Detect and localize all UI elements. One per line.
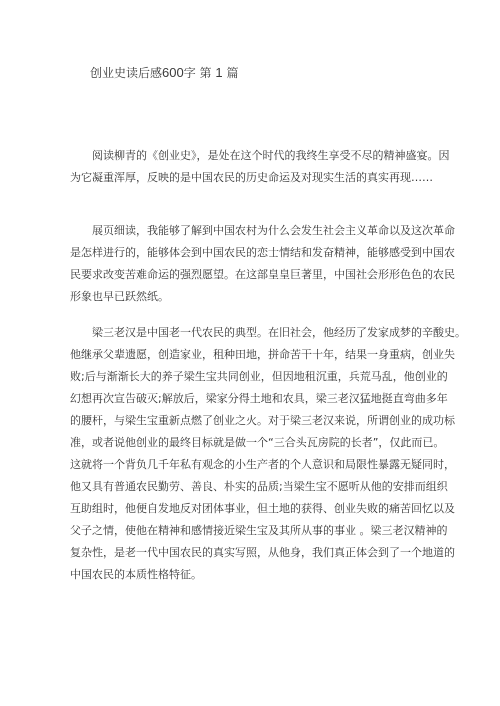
- paragraph-line: 阅读柳青的《创业史》，是处在这个时代的我终生享受不尽的精神盛宴。因: [70, 149, 450, 162]
- document-title: [90, 64, 238, 82]
- paragraph-liang-san: [70, 322, 466, 586]
- title-middle: 字 第: [183, 66, 212, 80]
- paragraph-line: 展页细读，我能够了解到中国农村为什么会发生社会主义革命以及这次革命: [70, 224, 455, 237]
- title-prefix: 创业史读后感: [90, 66, 163, 80]
- paragraph-line: 他又具有普通农民勤劳、善良、朴实的品质;当梁生宝不愿听从他的安排而组织: [70, 480, 448, 493]
- paragraph-line: 败;后与渐渐长大的养子梁生宝共同创业，但因地租沉重，兵荒马乱，他创业的: [70, 370, 448, 383]
- paragraph-line: 梁三老汉是中国老一代农民的典型。在旧社会，他经历了发家成梦的辛酸史。: [70, 326, 466, 339]
- paragraph-line: 复杂性，是老一代中国农民的真实写照，从他身，我们真正体会到了一个地道的: [70, 546, 455, 559]
- paragraph-reading: [70, 220, 455, 308]
- title-number: 600: [162, 65, 184, 80]
- paragraph-line: 他继承父辈遗愿，创造家业，租种田地，拼命苦干十年，结果一身重病，创业失: [70, 348, 455, 361]
- paragraph-line: 幻想再次宣告破灭;解放后，梁家分得土地和农具，梁三老汉猛地挺直弯曲多年: [70, 392, 448, 405]
- paragraph-line: 形象也早已跃然纸。: [70, 290, 169, 303]
- paragraph-line: 的腰杆，与梁生宝重新点燃了创业之火。对于梁三老汉来说，所谓创业的成功标: [70, 414, 455, 427]
- paragraph-line: 是怎样进行的，能够体会到中国农民的恋士情结和发奋精神，能够感受到中国农: [70, 246, 455, 259]
- paragraph-line: 民要求改变苦难命运的强烈愿望。在这部皇皇巨著里，中国社会形形色色的农民: [70, 268, 455, 281]
- title-index: 1: [215, 65, 223, 80]
- title-suffix: 篇: [226, 66, 239, 80]
- paragraph-line: 父子之情，使他在精神和感情接近梁生宝及其所从事的事业 。梁三老汉精神的: [70, 524, 448, 537]
- paragraph-intro: [70, 145, 450, 189]
- paragraph-line: 准，或者说他创业的最终目标就是做一个“三合头瓦房院的长者”，仅此而已。: [70, 436, 445, 449]
- paragraph-line: 为它凝重浑厚，反映的是中国农民的历史命运及对现实生活的真实再现……: [70, 171, 433, 184]
- paragraph-line: 中国农民的本质性格特征。: [70, 568, 202, 581]
- paragraph-line: 互助组时，他便自发地反对团体事业，但土地的获得、创业失败的痛苦回忆以及: [70, 502, 455, 515]
- paragraph-line: 这就将一个背负几千年私有观念的小生产者的个人意识和局限性暴露无疑同时，: [70, 458, 455, 471]
